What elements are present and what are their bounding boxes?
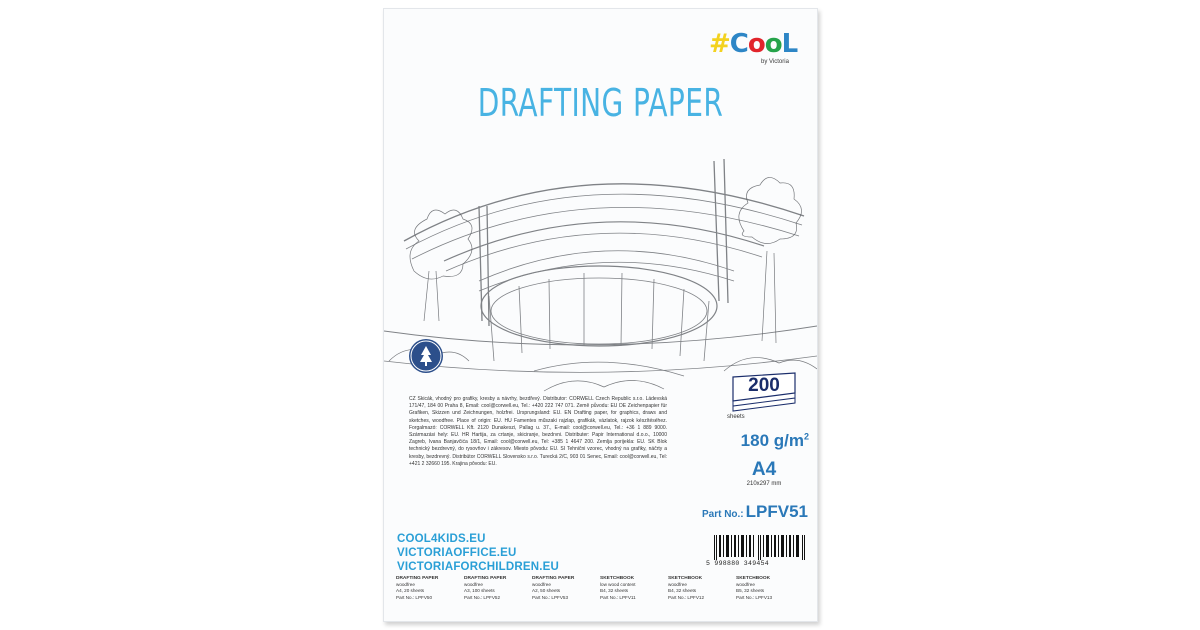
related-product-type: woodfree: [396, 582, 415, 588]
logo-hash: #: [709, 29, 730, 59]
url-cool4kids: COOL4KIDS.EU: [397, 533, 486, 545]
related-product-spec: B5, 32 sheets: [736, 588, 765, 594]
related-products: [396, 576, 806, 601]
related-product-type: woodfree: [464, 582, 483, 588]
related-product-type: woodfree: [532, 582, 551, 588]
related-product-part: Part No.: LPFV12: [668, 594, 705, 600]
related-product-spec: B4, 32 sheets: [668, 588, 697, 594]
logo-o2: o: [764, 29, 782, 59]
related-product-title: DRAFTING PAPER: [532, 576, 575, 581]
paper-weight: [714, 431, 809, 451]
related-product-title: SKETCHBOOK: [736, 576, 771, 581]
format-dimensions: 210x297 mm: [746, 481, 782, 487]
related-product-type: low wood content: [600, 582, 636, 588]
website-list: [397, 532, 559, 574]
paper-format: A4: [751, 459, 777, 480]
url-victoriaoffice: VICTORIAOFFICE.EU: [397, 547, 517, 559]
related-product: [600, 576, 668, 601]
drafting-paper-pad: [383, 8, 818, 622]
related-product-title: SKETCHBOOK: [668, 576, 703, 581]
multilingual-description: CZ Skicák, vhodný pro grafiky, kresby a návrhy, bezdřevý. Distributor: CORWELL Czech Republic s.r.o. Ládevská 171/47, 184 00 Praha 8, Email: cool@corwell.eu, Tel.: +420 222 747 071. Země původu: EU DE Zeichenpapier für Grafiken, Skizzen und Zeichnungen, holzfrei. Ursprungsland: EU. EN Drafting paper, for graphics, draws and sketches, woodfree. Place of origin: EU. HU Famentes műszaki rajzlap, grafikák, vázlatok, rajzok készítéséhez. Forgalmazó: CORWELL Kft. 2120 Dunakeszi, Pallag u. 37., E-mail: cool@corwell.eu, Tel.: +36 1 889 9000. Származási hely: EU. HR Hartija, za crtanje, skiciranje, bezdrvni. Distributer: Papir International d.o.o., 10000 Zagreb, Ivana Banjavčića 18/1, Email: cool@corwell.eu, Tel: +385 1 4647 200. Zemlja porijekla: EU. SK Blok technický bezdrevný, do rysovňov i zákresov. Miesto pôvodu: EU. SI Tehnični vzorec, vhodný na grafiky, náčrty a kresby, bezdrevný. Distribútor CORWELL Slovensko s.r.o. Turecká 2/C, 903 01 Senec, Email: cool@corwell.eu, Tel: +421 2 32660 195. Krajina pôvodu: EU.: [409, 396, 667, 467]
logo-o1: o: [747, 29, 765, 59]
related-product-part: Part No.: LPFV11: [600, 594, 636, 600]
related-product-part: Part No.: LPFV53: [532, 594, 569, 600]
related-product: [532, 576, 600, 601]
barcode-bars: [714, 535, 808, 560]
woodfree-tree-icon: [409, 339, 443, 373]
sheet-count: 200: [748, 375, 780, 396]
related-product-part: Part No.: LPFV50: [396, 594, 433, 600]
logo-c: C: [729, 29, 748, 59]
related-product-type: woodfree: [736, 582, 755, 588]
related-product-type: woodfree: [668, 582, 687, 588]
url-victoriaforchildren: VICTORIAFORCHILDREN.EU: [397, 561, 559, 573]
part-value: LPFV51: [745, 502, 808, 521]
sheets-label: sheets: [727, 414, 745, 420]
logo-l: L: [781, 29, 798, 59]
related-product-spec: B4, 32 sheets: [600, 588, 629, 594]
weight-value: 180 g/m: [740, 431, 804, 450]
weight-sup: 2: [803, 431, 809, 442]
related-product: [464, 576, 532, 601]
related-product-title: SKETCHBOOK: [600, 576, 635, 581]
related-product-title: DRAFTING PAPER: [396, 576, 439, 581]
related-product-spec: A2, 50 sheets: [532, 588, 561, 594]
related-product: [668, 576, 736, 601]
related-product-part: Part No.: LPFV52: [464, 594, 501, 600]
logo-sub: by Victoria: [761, 59, 789, 65]
barcode: [706, 535, 808, 569]
related-product: [396, 576, 464, 601]
architecture-sketch: [384, 121, 817, 399]
barcode-digits: 5 998880 349454: [706, 560, 770, 567]
related-product: [736, 576, 804, 601]
product-title: DRAFTING PAPER: [477, 81, 724, 125]
part-label: Part No.:: [701, 509, 744, 520]
related-product-title: DRAFTING PAPER: [464, 576, 507, 581]
cool-logo: [709, 29, 801, 75]
related-product-part: Part No.: LPFV13: [736, 594, 773, 600]
related-product-spec: A4, 20 sheets: [396, 588, 425, 594]
related-product-spec: A3, 100 sheets: [464, 588, 495, 594]
part-number: [684, 502, 808, 522]
